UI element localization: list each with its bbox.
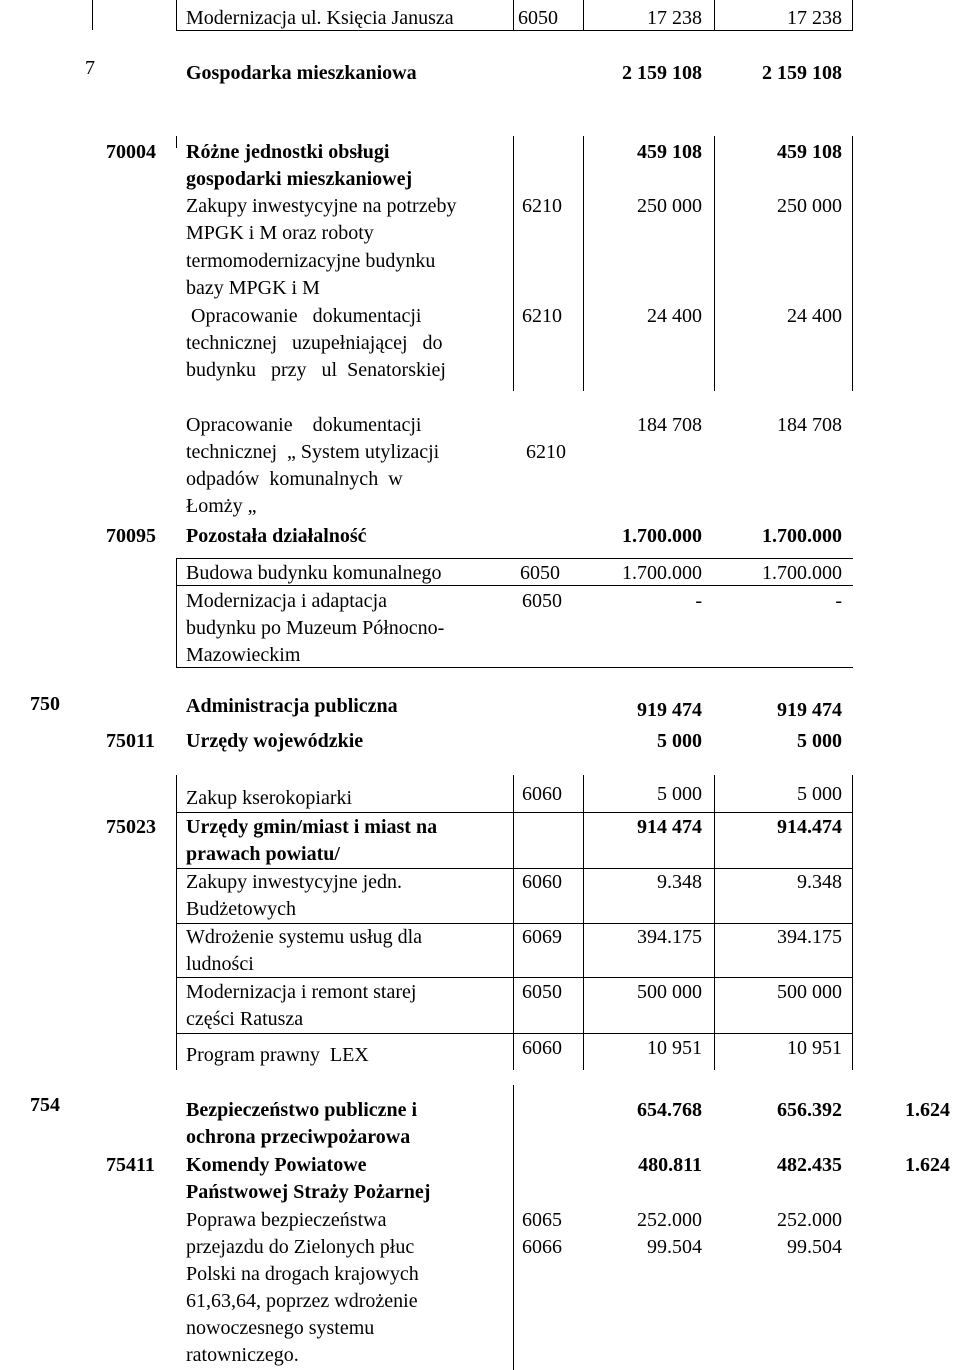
amount-after-change: 252.000 (777, 1209, 842, 1231)
task-name-line: technicznej „ System utylizacji (186, 441, 440, 463)
dzial-code: 750 (30, 693, 60, 715)
grid-line-left (92, 0, 93, 30)
task-name-line: ludności (186, 953, 254, 975)
paragraph-code: 6065 (522, 1209, 562, 1231)
task-name-line: Mazowieckim (186, 644, 301, 666)
rozdzial-name-line: Komendy Powiatowe (186, 1154, 367, 1176)
plan-amount: 17 238 (647, 7, 702, 29)
task-name-line: odpadów komunalnych w (186, 468, 403, 490)
task-name-line: Modernizacja ul. Księcia Janusza (186, 7, 454, 29)
amount-after-change: 914.474 (777, 816, 842, 838)
amount-after-change: 500 000 (777, 981, 842, 1003)
dzial-code: 754 (30, 1094, 60, 1116)
plan-amount: 500 000 (637, 981, 702, 1003)
task-name-line: Budowa budynku komunalnego (186, 562, 442, 584)
grid-line-par (513, 1085, 514, 1370)
task-name-line: Program prawny LEX (186, 1044, 369, 1066)
task-name-line: Opracowanie dokumentacji (186, 305, 422, 327)
grid-line-name (176, 136, 177, 148)
task-name-line: termomodernizacyjne budynku (186, 250, 436, 272)
paragraph-code: 6050 (522, 981, 562, 1003)
amount-after-change: 9.348 (797, 871, 842, 893)
paragraph-code: 6050 (520, 562, 560, 584)
task-name-line: Opracowanie dokumentacji (186, 414, 422, 436)
grid-line-name (176, 0, 177, 30)
amount-after-change: 5 000 (797, 730, 842, 752)
plan-amount: 919 474 (637, 699, 702, 721)
plan-amount: 5 000 (657, 730, 702, 752)
amount-after-change: 184 708 (777, 414, 842, 436)
paragraph-code: 6050 (518, 7, 558, 29)
plan-amount: 10 951 (647, 1037, 702, 1059)
amount-after-change: 394.175 (777, 926, 842, 948)
rozdzial-code: 75023 (106, 816, 156, 838)
rozdzial-name-line: Urzędy gmin/miast i miast na (186, 816, 438, 838)
task-name-line: budynku po Muzeum Północno- (186, 617, 445, 639)
amount-after-change: 482.435 (777, 1154, 842, 1176)
plan-amount: 654.768 (637, 1099, 702, 1121)
plan-amount: 99.504 (647, 1236, 702, 1258)
paragraph-code: 6210 (522, 305, 562, 327)
task-name-line: części Ratusza (186, 1008, 304, 1030)
paragraph-code: 6060 (522, 783, 562, 805)
dzial-name-line: ochrona przeciwpożarowa (186, 1126, 411, 1148)
task-name-line: Zakup kserokopiarki (186, 787, 353, 809)
task-name-line: bazy MPGK i M (186, 277, 320, 299)
row-divider (176, 1033, 853, 1034)
amount-after-change: 2 159 108 (762, 62, 842, 84)
plan-amount: 480.811 (638, 1154, 702, 1176)
plan-amount: - (695, 590, 702, 612)
dzial-name-line: Bezpieczeństwo publiczne i (186, 1099, 418, 1121)
rozdzial-name-line: Urzędy wojewódzkie (186, 730, 364, 752)
task-name-line: ratowniczego. (186, 1344, 299, 1366)
amount-after-change: 1.700.000 (762, 525, 842, 547)
row-divider (176, 558, 853, 559)
task-name-line: Łomży „ (186, 495, 257, 517)
rozdzial-name-line: Różne jednostki obsługi (186, 141, 390, 163)
grid-line-name (176, 558, 177, 668)
plan-amount: 5 000 (657, 783, 702, 805)
plan-amount: 459 108 (637, 141, 702, 163)
change-amount: 1.624 (905, 1154, 950, 1176)
amount-after-change: 5 000 (797, 783, 842, 805)
rozdzial-name-line: Państwowej Straży Pożarnej (186, 1181, 431, 1203)
paragraph-code: 6066 (522, 1236, 562, 1258)
plan-amount: 1.700.000 (622, 525, 702, 547)
plan-amount: 1.700.000 (622, 562, 702, 584)
rozdzial-name-line: gospodarki mieszkaniowej (186, 168, 413, 190)
amount-after-change: 250 000 (777, 195, 842, 217)
plan-amount: 9.348 (657, 871, 702, 893)
task-name-line: nowoczesnego systemu (186, 1317, 375, 1339)
dzial-name: Gospodarka mieszkaniowa (186, 62, 417, 84)
grid-line-right (852, 136, 853, 391)
dzial-name: Administracja publiczna (186, 695, 398, 717)
row-divider (176, 812, 853, 813)
amount-after-change: 656.392 (777, 1099, 842, 1121)
row-divider (176, 977, 853, 978)
plan-amount: 394.175 (637, 926, 702, 948)
rozdzial-name-line: Pozostała działalność (186, 525, 367, 547)
amount-after-change: 919 474 (777, 699, 842, 721)
paragraph-code: 6060 (522, 1037, 562, 1059)
paragraph-code: 6060 (522, 871, 562, 893)
amount-after-change: 459 108 (777, 141, 842, 163)
plan-amount: 250 000 (637, 195, 702, 217)
grid-line-plan (583, 136, 584, 391)
task-name-line: Wdrożenie systemu usług dla (186, 926, 423, 948)
task-name-line: przejazdu do Zielonych płuc (186, 1236, 415, 1258)
rozdzial-name-line: prawach powiatu/ (186, 843, 340, 865)
paragraph-code: 6050 (522, 590, 562, 612)
amount-after-change: 10 951 (787, 1037, 842, 1059)
plan-amount: 24 400 (647, 305, 702, 327)
grid-line-after (714, 0, 715, 30)
paragraph-code: 6069 (522, 926, 562, 948)
plan-amount: 914 474 (637, 816, 702, 838)
amount-after-change: 24 400 (787, 305, 842, 327)
grid-line-after (714, 136, 715, 391)
grid-line-par (513, 0, 514, 30)
grid-line-par (513, 136, 514, 391)
task-name-line: Zakupy inwestycyjne jedn. (186, 871, 403, 893)
plan-amount: 252.000 (637, 1209, 702, 1231)
plan-amount: 2 159 108 (622, 62, 702, 84)
amount-after-change: 99.504 (787, 1236, 842, 1258)
task-name-line: technicznej uzupełniającej do (186, 332, 443, 354)
grid-line-plan (583, 0, 584, 30)
paragraph-code: 6210 (526, 441, 566, 463)
paragraph-code: 6210 (522, 195, 562, 217)
task-name-line: Polski na drogach krajowych (186, 1263, 419, 1285)
amount-after-change: - (835, 590, 842, 612)
dzial-code: 7 (85, 57, 95, 79)
task-name-line: Modernizacja i remont starej (186, 981, 417, 1003)
amount-after-change: 1.700.000 (762, 562, 842, 584)
grid-line-right (852, 0, 853, 30)
task-name-line: budynku przy ul Senatorskiej (186, 359, 446, 381)
task-name-line: Budżetowych (186, 898, 296, 920)
task-name-line: 61,63,64, poprzez wdrożenie (186, 1290, 418, 1312)
change-amount: 1.624 (905, 1099, 950, 1121)
task-name-line: MPGK i M oraz roboty (186, 222, 374, 244)
rozdzial-code: 75011 (106, 730, 155, 752)
rozdzial-code: 70004 (106, 141, 156, 163)
rozdzial-code: 75411 (106, 1154, 155, 1176)
rozdzial-code: 70095 (106, 525, 156, 547)
task-name-line: Zakupy inwestycyjne na potrzeby (186, 195, 457, 217)
task-name-line: Poprawa bezpieczeństwa (186, 1209, 387, 1231)
plan-amount: 184 708 (637, 414, 702, 436)
amount-after-change: 17 238 (787, 7, 842, 29)
task-name-line: Modernizacja i adaptacja (186, 590, 387, 612)
